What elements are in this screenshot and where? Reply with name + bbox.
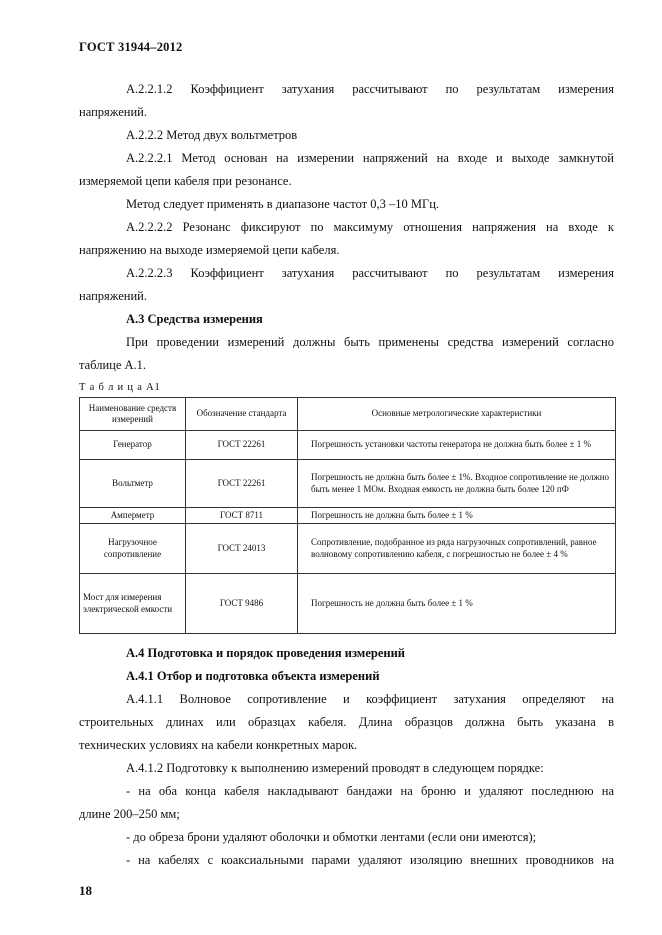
table-row: [80, 574, 616, 634]
paragraph-a2212-line1: А.2.2.1.2 Коэффициент затухания рассчитывают по результатам измерения: [126, 82, 614, 96]
paragraph-a411-line2: строительных длинах или образцах кабеля. Длина образцов должна быть указана в: [79, 715, 614, 729]
table-caption: Т а б л и ц а А1: [79, 382, 161, 393]
paragraph-a3-line1: При проведении измерений должны быть применены средства измерений согласно: [126, 335, 614, 349]
paragraph-a3-line2: таблице А.1.: [79, 358, 147, 372]
paragraph-a2212-line2: напряжений.: [79, 105, 147, 119]
paragraph-a2223-line1: А.2.2.2.3 Коэффициент затухания рассчитывают по результатам измерения: [126, 266, 614, 280]
table-header-cell: Обозначение стандарта: [186, 398, 298, 431]
list-item-armor-line1: - на оба конца кабеля накладывают бандажи на броню и удаляют последнюю на: [126, 784, 614, 798]
paragraph-a2223-line2: напряжений.: [79, 289, 147, 303]
table-row: [80, 460, 616, 508]
heading-a222: А.2.2.2 Метод двух вольтметров: [126, 128, 298, 142]
table-cell-standard: ГОСТ 22261: [186, 431, 298, 460]
table-cell-spec-text: Погрешность не должна быть более ± 1%. Входное сопротивление не должно быть менее 1 МОм. Входная емкость не должна быть более 120 пФ: [311, 472, 610, 494]
table-header-cell: Основные метрологические характеристики: [298, 398, 616, 431]
paragraph-a411-line3: технических условиях на кабели конкретных марок.: [79, 738, 358, 752]
table-cell-spec-text: Погрешность не должна быть более ± 1 %: [311, 597, 473, 608]
table-cell-spec-text: Сопротивление, подобранное из ряда нагрузочных сопротивлений, равное волновому сопротивлению кабеля, с погрешностью не более ± 4 %: [311, 537, 597, 559]
heading-a3: А.3 Средства измерения: [126, 312, 263, 326]
table-header-row: [80, 398, 616, 431]
table-cell-name: Амперметр: [80, 508, 186, 524]
table-cell-name: Генератор: [80, 431, 186, 460]
table-cell-name: Мост для измерения электрической емкости: [80, 574, 186, 634]
page-number: 18: [79, 883, 92, 898]
table-cell-standard: ГОСТ 8711: [186, 508, 298, 524]
table-row: [80, 524, 616, 574]
table-header-cell: Наименование средств измерений: [80, 398, 186, 431]
table-cell-standard: ГОСТ 22261: [186, 460, 298, 508]
list-item-sheath: - до обреза брони удаляют оболочки и обмотки лентами (если они имеются);: [126, 830, 537, 844]
instruments-table: [79, 397, 616, 634]
paragraph-a2221-line1: А.2.2.2.1 Метод основан на измерении напряжений на входе и выходе замкнутой: [126, 151, 614, 165]
table-cell-standard: ГОСТ 9486: [186, 574, 298, 634]
list-item-armor-line2: длине 200–250 мм;: [79, 807, 180, 821]
paragraph-a2222-line1: А.2.2.2.2 Резонанс фиксируют по максимуму отношения напряжения на входе к: [126, 220, 614, 234]
paragraph-a2221-line2: измеряемой цепи кабеля при резонансе.: [79, 174, 292, 188]
table-cell-spec: [298, 460, 616, 508]
heading-a4: А.4 Подготовка и порядок проведения измерений: [126, 646, 405, 660]
table-cell-spec-text: Погрешность установки частоты генератора не должна быть более ± 1 %: [311, 439, 591, 450]
table-cell-spec: [298, 524, 616, 574]
heading-a41: А.4.1 Отбор и подготовка объекта измерений: [126, 669, 380, 683]
list-item-coaxial-line1: - на кабелях с коаксиальными парами удаляют изоляцию внешних проводников на: [126, 853, 614, 867]
paragraph-a412: А.4.1.2 Подготовку к выполнению измерений проводят в следующем порядке:: [126, 761, 544, 775]
table-cell-spec-text: Погрешность не должна быть более ± 1 %: [311, 509, 473, 520]
paragraph-frequency-range: Метод следует применять в диапазоне частот 0,3 –10 МГц.: [126, 197, 440, 211]
table-row: [80, 508, 616, 524]
document-code: ГОСТ 31944–2012: [79, 40, 183, 54]
table-cell-name: Вольтметр: [80, 460, 186, 508]
table-cell-name: Нагрузочное сопротивление: [80, 524, 186, 574]
paragraph-a2222-line2: напряжению на выходе измеряемой цепи кабеля.: [79, 243, 340, 257]
table-cell-spec: [298, 431, 616, 460]
table-cell-standard: ГОСТ 24013: [186, 524, 298, 574]
table-row: [80, 431, 616, 460]
paragraph-a411-line1: А.4.1.1 Волновое сопротивление и коэффициент затухания определяют на: [126, 692, 614, 706]
table-cell-spec: [298, 574, 616, 634]
table-cell-spec: [298, 508, 616, 524]
